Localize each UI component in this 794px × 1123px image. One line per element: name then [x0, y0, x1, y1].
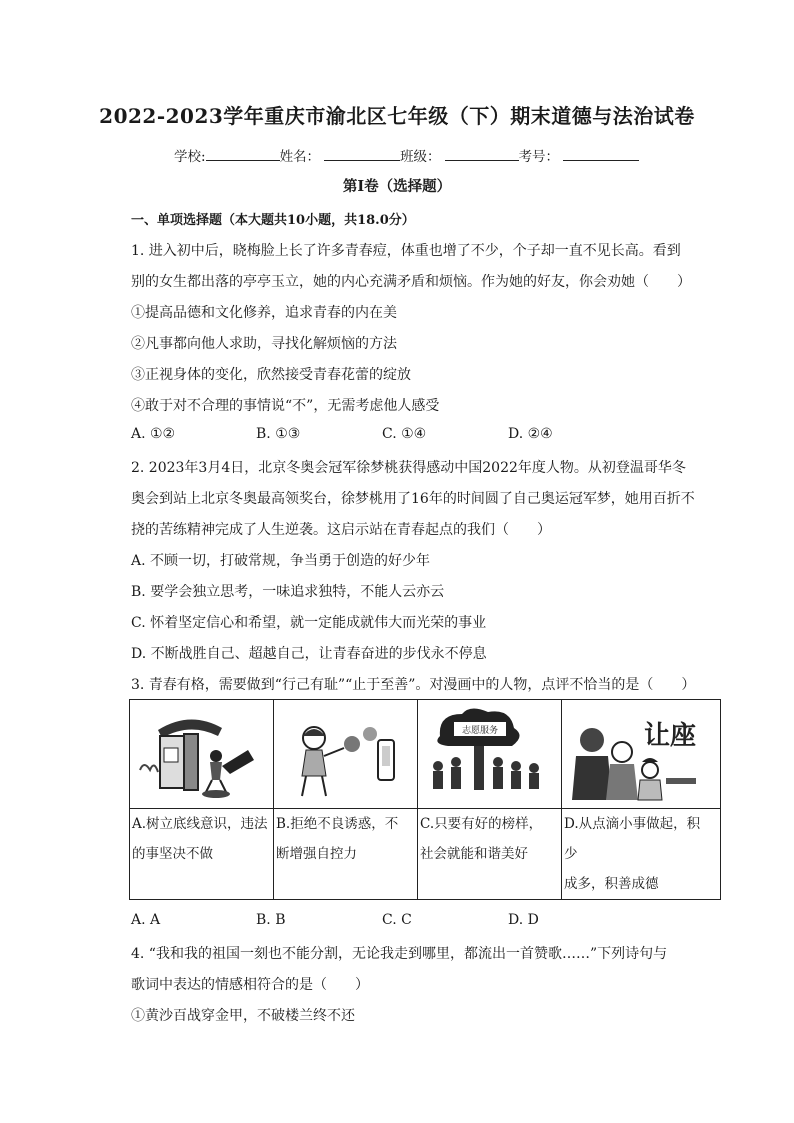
cartoon-c-drawing	[418, 700, 561, 808]
q3-option-c[interactable]: C. C	[382, 912, 412, 928]
cartoon-b-drawing	[274, 700, 417, 808]
q3-cell-c: C.只要有好的榜样， 社会就能和谐美好	[418, 809, 562, 900]
q3-option-b[interactable]: B. B	[256, 912, 286, 928]
name-label: 姓名：	[279, 149, 321, 165]
q2-option-d[interactable]: D. 不断战胜自己、超越自己，让青春奋进的步伐永不停息	[131, 646, 487, 662]
name-blank[interactable]	[324, 146, 400, 161]
cartoon-c	[418, 700, 562, 809]
cartoon-d	[562, 700, 721, 809]
school-label: 学校:	[174, 149, 206, 165]
section-heading: 一、单项选择题（本大题共10小题，共18.0分）	[131, 213, 415, 228]
q4-stem-line-2: 歌词中表达的情感相符合的是（ ）	[131, 977, 369, 993]
q1-option-a[interactable]: A. ①②	[131, 426, 176, 442]
q1-option-d[interactable]: D. ②④	[508, 426, 553, 442]
q1-stem-line-1: 1. 进入初中后，晓梅脸上长了许多青春痘，体重也增了不少，个子却一直不见长高。看到	[131, 243, 681, 259]
q1-option-c[interactable]: C. ①④	[382, 426, 427, 442]
student-info-row	[174, 145, 639, 165]
q2-option-c[interactable]: C. 怀着坚定信心和希望，就一定能成就伟大而光荣的事业	[131, 615, 487, 631]
exam-no-label: 考号：	[518, 149, 560, 165]
exam-title: 2022-2023学年重庆市渝北区七年级（下）期末道德与法治试卷	[99, 104, 695, 128]
q1-stem-line-2: 别的女生都出落的亭亭玉立，她的内心充满矛盾和烦恼。作为她的好友，你会劝她（ ）	[131, 274, 691, 290]
school-blank[interactable]	[206, 146, 280, 161]
q3-cartoon-table	[129, 699, 721, 900]
q4-item-1: ①黄沙百战穿金甲，不破楼兰终不还	[131, 1008, 355, 1024]
q3-option-d[interactable]: D. D	[508, 912, 539, 928]
q1-item-1: ①提高品德和文化修养，追求青春的内在美	[131, 305, 397, 321]
class-label: 班级：	[400, 149, 441, 165]
q2-option-a[interactable]: A. 不顾一切，打破常规，争当勇于创造的好少年	[131, 553, 431, 569]
q3-stem: 3. 青春有格，需要做到“行己有耻”“止于至善”。对漫画中的人物，点评不恰当的是（ ）	[131, 677, 696, 693]
cartoon-a-drawing	[130, 700, 273, 808]
q2-stem-line-1: 2. 2023年3月4日，北京冬奥会冠军徐梦桃获得感动中国2022年度人物。从初登温哥华冬	[131, 460, 686, 476]
q3-cell-b: B.拒绝不良诱惑，不 断增强自控力	[274, 809, 418, 900]
class-blank[interactable]	[445, 146, 519, 161]
q2-option-b[interactable]: B. 要学会独立思考，一味追求独特，不能人云亦云	[131, 584, 445, 600]
q1-option-b[interactable]: B. ①③	[256, 426, 301, 442]
cartoon-c-sign: 志愿服务	[461, 726, 499, 736]
cartoon-b	[274, 700, 418, 809]
q4-stem-line-1: 4. “我和我的祖国一刻也不能分割，无论我走到哪里，都流出一首赞歌……”下列诗句与	[131, 946, 668, 962]
q2-stem-line-3: 挠的苦练精神完成了人生逆袭。这启示站在青春起点的我们（ ）	[131, 522, 551, 538]
q1-item-3: ③正视身体的变化，欣然接受青春花蕾的绽放	[131, 367, 411, 383]
cartoon-a	[130, 700, 274, 809]
q2-stem-line-2: 奥会到站上北京冬奥最高领奖台，徐梦桃用了16年的时间圆了自己奥运冠军梦，她用百折不	[131, 491, 695, 507]
q3-option-a[interactable]: A. A	[131, 912, 161, 928]
exam-no-blank[interactable]	[563, 146, 639, 161]
q3-cell-a: A.树立底线意识，违法 的事坚决不做	[130, 809, 274, 900]
q3-cell-d: D.从点滴小事做起，积少 成多，积善成德	[562, 809, 721, 900]
cartoon-d-drawing	[562, 700, 705, 808]
q1-item-4: ④敢于对不合理的事情说“不”，无需考虑他人感受	[131, 398, 440, 414]
volume-heading: 第I卷（选择题）	[342, 178, 452, 195]
cartoon-d-seat-text: 让座	[643, 721, 697, 751]
q1-item-2: ②凡事都向他人求助，寻找化解烦恼的方法	[131, 336, 397, 352]
